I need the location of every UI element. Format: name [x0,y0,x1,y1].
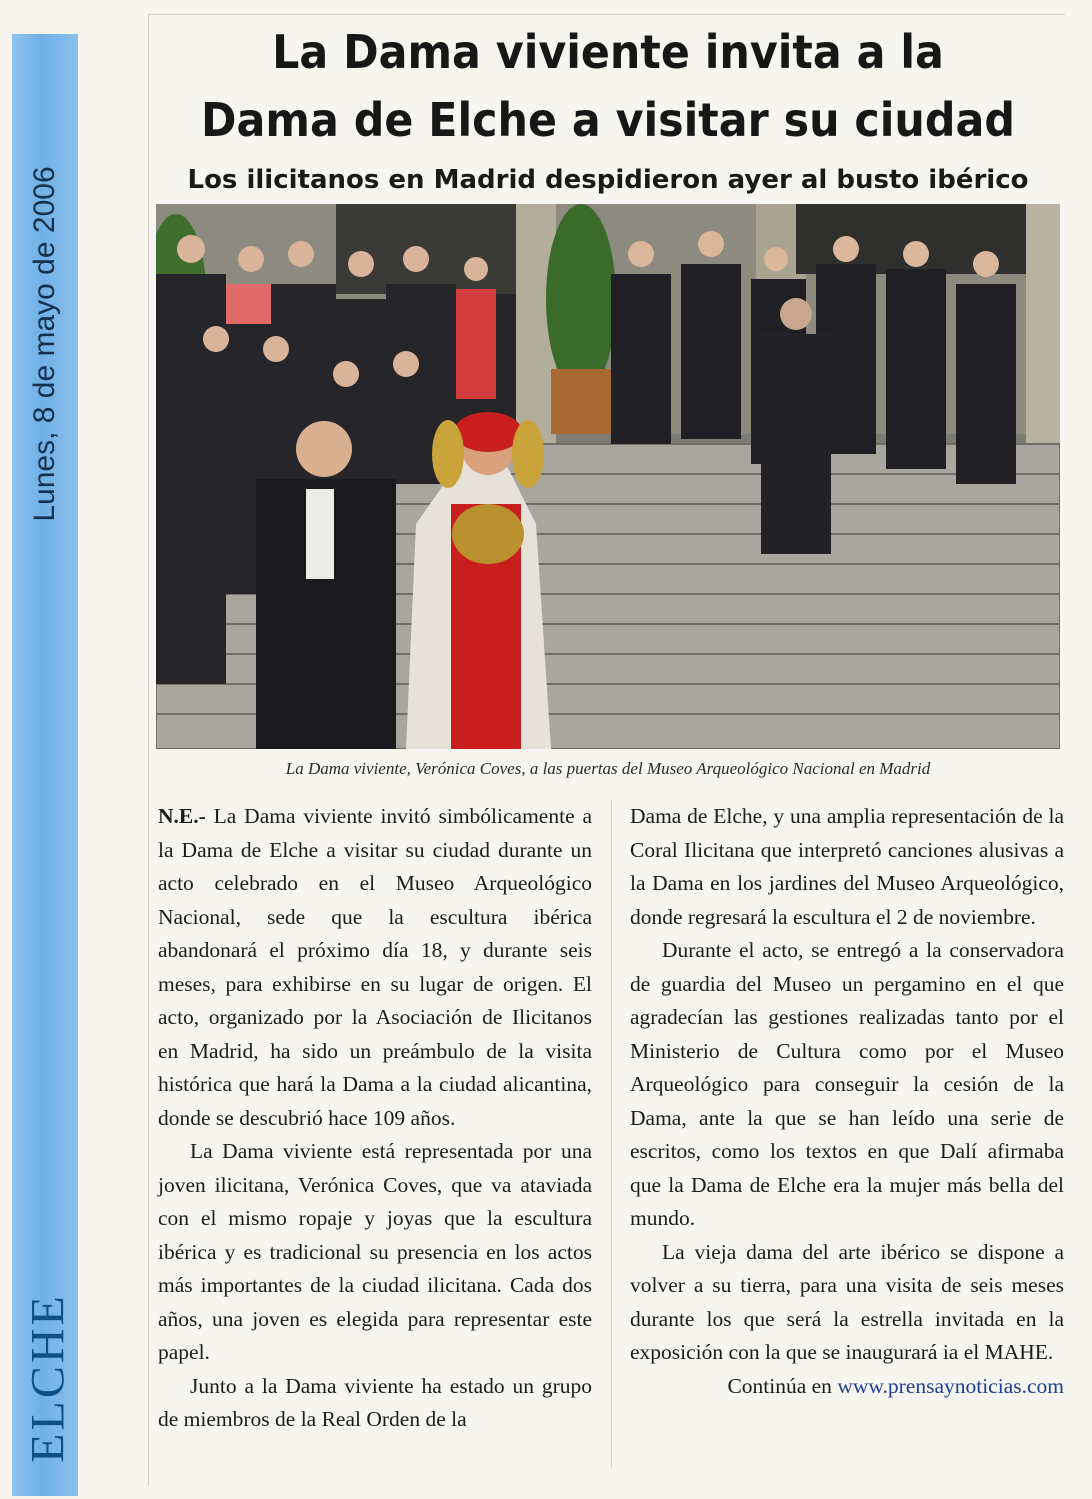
byline: N.E.- [158,804,206,828]
article-photo [156,204,1060,749]
continue-note [630,1370,1064,1404]
article-paragraph-3: Junto a la Dama viviente ha estado un grupo de miembros de la Real Orden de la [158,1373,592,1431]
subheadline: Los ilicitanos en Madrid despidieron ayer al busto ibérico [187,165,1029,195]
headline [182,18,1034,154]
section-name: ELCHE [21,1293,75,1463]
continue-link[interactable]: www.prensaynoticias.com [837,1373,1064,1398]
headline-line-1: La Dama viviente invita a la [272,25,944,79]
photo-caption: La Dama viviente, Verónica Coves, a las puertas del Museo Arqueológico Nacional en Madrid [285,759,931,778]
continue-text: Continúa en [727,1373,832,1398]
article-paragraph-5: La vieja dama del arte ibérico se dispone a volver a su tierra, para una visita de seis meses durante los que será la estrella invitada en la exposición con la que se inaugurará ia el MAHE. [630,1239,1064,1364]
article-paragraph-2: La Dama viviente está representada por una joven ilicitana, Verónica Coves, que va ataviada con el mismo ropaje y joyas que la escultura ibérica y es tradicional su presencia en los actos más importantes de la ciudad ilicitana. Cada dos años, una joven es elegida para representar este papel. [158,1139,592,1364]
article-paragraph-1 [158,800,592,1135]
publication-date: Lunes, 8 de mayo de 2006 [28,166,61,522]
article-paragraph-3-continued: Dama de Elche, y una amplia representación de la Coral Ilicitana que interpretó canciones alusivas a la Dama en los jardines del Museo Arqueológico, donde regresará la escultura el 2 de noviembre. [630,804,1064,929]
paragraph-1-text: La Dama viviente invitó simbólicamente a la Dama de Elche a visitar su ciudad durante un acto celebrado en el Museo Arqueológico Nacional, sede que la escultura ibérica abandonará el próximo día 18, y durante seis meses, para exhibirse en su lugar de origen. El acto, organizado por la Asociación de Ilicitanos en Madrid, ha sido un preámbulo de la visita histórica que hará la Dama a la ciudad alicantina, donde se descubrió hace 109 años. [158,804,593,1130]
article-paragraph-4: Durante el acto, se entregó a la conservadora de guardia del Museo un pergamino en el que agradecían las gestiones realizadas tanto por el Ministerio de Cultura como por el Museo Arqueológico para conseguir la cesión de la Dama, ante la que se han leído una serie de escritos, como los textos en que Dalí afirmaba que la Dama de Elche era la mujer más bella del mundo. [630,938,1064,1230]
article-column-right [630,800,1064,1403]
headline-line-2: Dama de Elche a visitar su ciudad [200,93,1016,147]
column-divider [611,800,612,1468]
article-column-left [158,800,592,1437]
